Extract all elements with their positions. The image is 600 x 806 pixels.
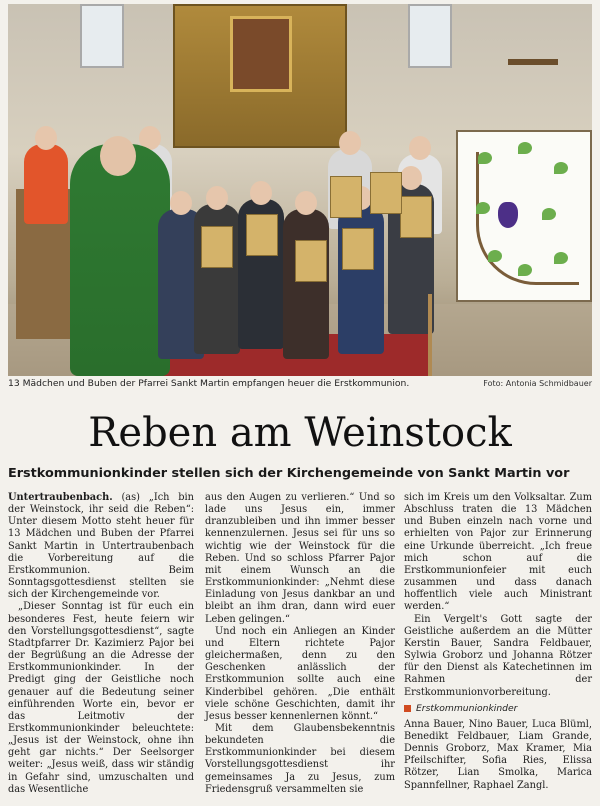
- certificate: [246, 214, 278, 256]
- face: [170, 191, 192, 215]
- info-box-title: Erstkommunionkinder: [416, 702, 518, 714]
- accent-square-icon: [404, 705, 411, 712]
- leaf: [488, 250, 502, 262]
- leaf: [476, 202, 490, 214]
- article-column-1: [8, 492, 194, 796]
- priest-figure: [70, 144, 170, 376]
- info-box-label: [404, 703, 592, 715]
- face: [250, 181, 272, 205]
- paragraph: Ein Vergelt's Gott sagte der Geistliche außerdem an die Mütter Kerstin Bauer, Sandra Feldbauer, Sylwia Groborz und Johanna Rötzer für den Dienst als Katechetinnen im Rahmen der Erstkommunionvorbereitung.: [404, 613, 592, 698]
- face: [400, 166, 422, 190]
- leaf: [554, 162, 568, 174]
- paragraph-text: (as) „Ich bin der Weinstock, ihr seid die Reben“: Unter diesem Motto steht heuer für 13 Mädchen und Buben der Pfarrei Sankt Martin in Untertraubenbach die Vorbereitung auf die Erstkommunion. Beim Sonntagsgottesdienst stellten sie sich der Kirchengemeinde vor.: [8, 492, 194, 601]
- grape-cluster: [498, 202, 518, 228]
- photo-credit: Foto: Antonia Schmidbauer: [483, 379, 592, 388]
- paragraph: Und noch ein Anliegen an Kinder und Eltern richtete Pajor gleichermaßen, denn zu den Geschenken anlässlich der Erstkommunion sollte auch eine Kinderbibel gehören. „Die enthält viele schöne Geschichten, damit ihr Jesus besser kennenlernen könnt.“: [205, 625, 395, 722]
- leaf: [518, 264, 532, 276]
- paragraph: Mit dem Glaubensbekenntnis bekundeten die Erstkommunionkinder bei diesem Vorstellungsgottesdienst ihr gemeinsames Ja zu Jesus, zum Friedensgruß versammelten sie: [205, 722, 395, 795]
- face: [295, 191, 317, 215]
- certificate: [342, 228, 374, 270]
- dateline: Untertraubenbach.: [8, 492, 113, 503]
- leaf: [554, 252, 568, 264]
- certificate: [201, 226, 233, 268]
- face: [35, 126, 57, 150]
- child-figure: [283, 209, 329, 359]
- subheadline: Erstkommunionkinder stellen sich der Kirchengemeinde von Sankt Martin vor: [8, 466, 570, 481]
- altar: [173, 4, 347, 148]
- adult-figure: [24, 144, 68, 224]
- vine-poster: [456, 130, 592, 302]
- church-window: [408, 4, 452, 68]
- article-column-2: [205, 492, 395, 796]
- photo-caption: 13 Mädchen und Buben der Pfarrei Sankt Martin empfangen heuer die Erstkommunion.: [8, 378, 410, 389]
- child-figure: [338, 204, 384, 354]
- easel-stand: [428, 294, 592, 376]
- paragraph: sich im Kreis um den Volksaltar. Zum Abschluss traten die 13 Mädchen und Buben einzeln nach vorne und erhielten von Pajor zur Erinnerung eine Urkunde überreicht. „Ich freue mich schon auf die Erstkommunionfeier mit euch zusammen und dass danach hoffentlich viele auch Ministrant werden.“: [404, 492, 592, 613]
- group-photo: [8, 4, 592, 376]
- face: [339, 131, 361, 155]
- paragraph: „Dieser Sonntag ist für euch ein besonderes Fest, heute feiern wir den Vorstellungsgottesdienst“, sagte Stadtpfarrer Dr. Kazimierz Pajor bei der Begrüßung an die Adresse der Erstkommunionkinder. In der Predigt ging der Geistliche noch genauer auf die Bedeutung seiner einführenden Worte ein, bevor er das Leitmotiv der Erstkommunionkinder beleuchtete: „Jesus ist der Weinstock, ohne ihn geht gar nichts.“ Der Seelsorger weiter: „Jesus weiß, dass wir ständig in Gefahr sind, umzuschalten und das Wesentliche: [8, 601, 194, 795]
- crucifix: [508, 59, 558, 125]
- certificate: [370, 172, 402, 214]
- church-window: [80, 4, 124, 68]
- paragraph: [8, 492, 194, 601]
- face: [206, 186, 228, 210]
- face: [100, 136, 136, 176]
- headline: Reben am Weinstock: [88, 410, 512, 456]
- article-column-3: [404, 492, 592, 792]
- leaf: [542, 208, 556, 220]
- paragraph: aus den Augen zu verlieren.“ Und so lade uns Jesus ein, immer dranzubleiben und ihn immer besser kennenzulernen. Jesus sei für uns so wichtig wie der Weinstock für die Reben. Und so schloss Pfarrer Pajor mit einem Wunsch an die Erstkommunionkinder: „Nehmt diese Einladung von Jesus dankbar an und bleibt an ihm dran, dann wird euer Leben gelingen.“: [205, 492, 395, 625]
- photo-caption-row: [8, 378, 592, 392]
- face: [409, 136, 431, 160]
- leaf: [518, 142, 532, 154]
- certificate: [295, 240, 327, 282]
- communion-children-names: Anna Bauer, Nino Bauer, Luca Blüml, Benedikt Feldbauer, Liam Grande, Dennis Groborz, Max Kramer, Mia Pfeilschifter, Sofia Ries, Elissa Rötzer, Lian Smolka, Marica Spannfellner, Raphael Zangl.: [404, 718, 592, 791]
- certificate: [330, 176, 362, 218]
- certificate: [400, 196, 432, 238]
- leaf: [478, 152, 492, 164]
- altar-painting: [230, 16, 292, 92]
